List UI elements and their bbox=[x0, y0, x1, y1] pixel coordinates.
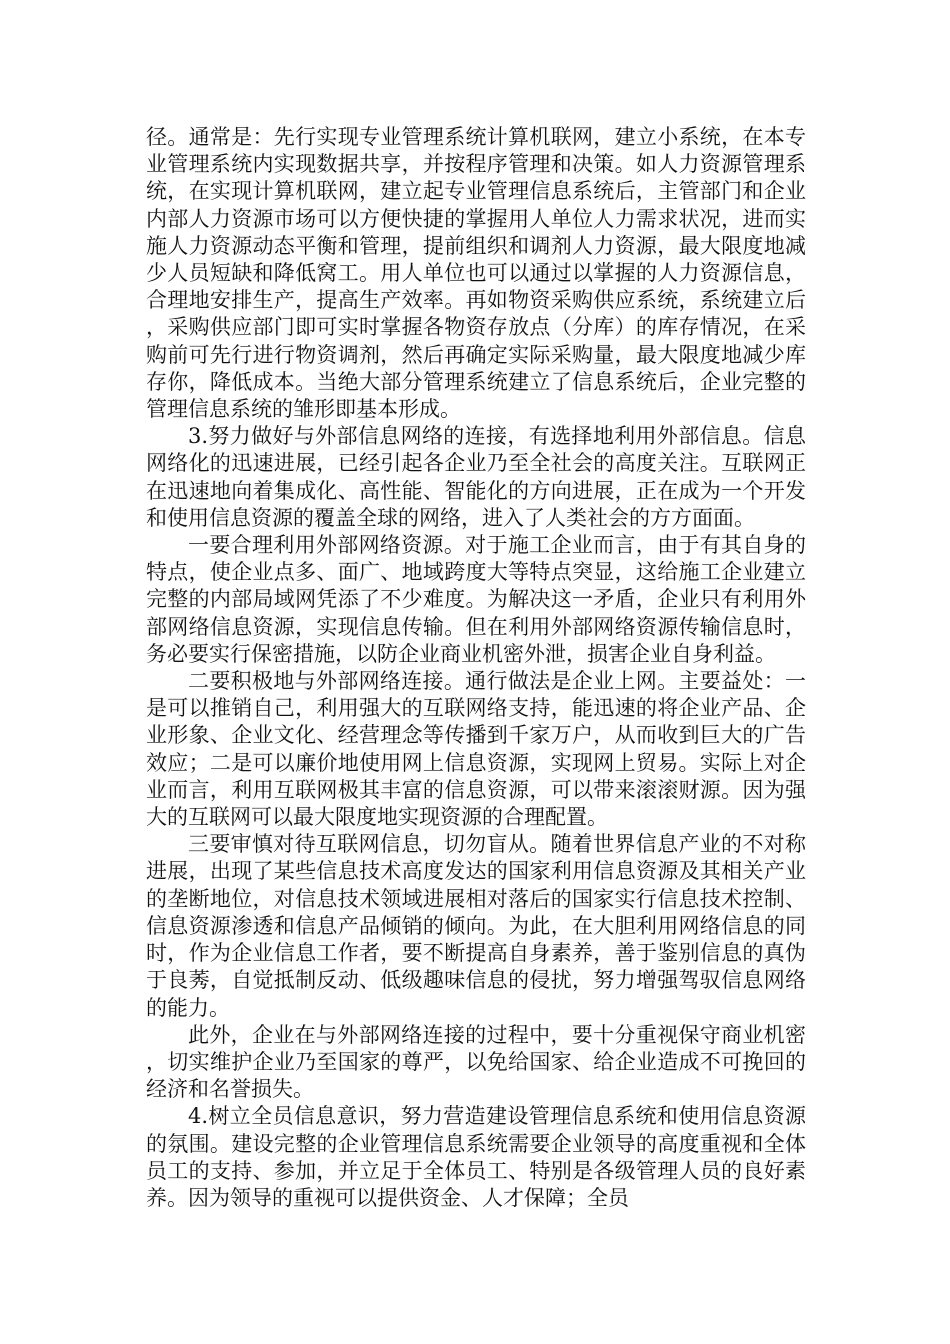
paragraph-point-2: 二要积极地与外部网络连接。通行做法是企业上网。主要益处：一是可以推销自己，利用强大的互联网络支持，能迅速的将企业产品、企业形象、企业文化、经营理念等传播到千家万户，从而收到巨大的广告效应；二是可以廉价地使用网上信息资源，实现网上贸易。实际上对企业而言，利用互联网极其丰富的信息资源，可以带来滚滚财源。因为强大的互联网可以最大限度地实现资源的合理配置。 bbox=[146, 669, 806, 830]
paragraph-section-3: 3.努力做好与外部信息网络的连接，有选择地利用外部信息。信息网络化的迅速进展，已经引起各企业乃至全社会的高度关注。互联网正在迅速地向着集成化、高性能、智能化的方向进展，正在成为一个开发和使用信息资源的覆盖全球的网络，进入了人类社会的方方面面。 bbox=[146, 424, 806, 530]
paragraph-continuation: 径。通常是：先行实现专业管理系统计算机联网，建立小系统，在本专业管理系统内实现数据共享，并按程序管理和决策。如人力资源管理系统，在实现计算机联网，建立起专业管理信息系统后，主管部门和企业内部人力资源市场可以方便快捷的掌握用人单位人力需求状况，进而实施人力资源动态平衡和管理，提前组织和调剂人力资源，最大限度地减少人员短缺和降低窝工。用人单位也可以通过以掌握的人力资源信息，合理地安排生产，提高生产效率。再如物资采购供应系统，系统建立后，采购供应部门即可实时掌握各物资存放点（分库）的库存情况，在采购前可先行进行物资调剂，然后再确定实际采购量，最大限度地减少库存你，降低成本。当绝大部分管理系统建立了信息系统后，企业完整的管理信息系统的雏形即基本形成。 bbox=[146, 125, 806, 422]
document-page bbox=[146, 124, 806, 1212]
paragraph-point-1: 一要合理利用外部网络资源。对于施工企业而言，由于有其自身的特点，使企业点多、面广、地域跨度大等特点突显，这给施工企业建立完整的内部局域网凭添了不少难度。为解决这一矛盾，企业只有利用外部网络信息资源，实现信息传输。但在利用外部网络资源传输信息时，务必要实行保密措施，以防企业商业机密外泄，损害企业自身利益。 bbox=[146, 533, 806, 666]
paragraph-point-3: 三要审慎对待互联网信息，切勿盲从。随着世界信息产业的不对称进展，出现了某些信息技术高度发达的国家利用信息资源及其相关产业的垄断地位，对信息技术领域进展相对落后的国家实行信息技术控制、信息资源渗透和信息产品倾销的倾向。为此，在大胆利用网络信息的同时，作为企业信息工作者，要不断提高自身素养，善于鉴别信息的真伪于良莠，自觉抵制反动、低级趣味信息的侵扰，努力增强驾驭信息网络的能力。 bbox=[146, 832, 806, 1020]
paragraph-section-4: 4.树立全员信息意识，努力营造建设管理信息系统和使用信息资源的氛围。建设完整的企业管理信息系统需要企业领导的高度重视和全体员工的支持、参加，并立足于全体员工、特别是各级管理人员的良好素养。因为领导的重视可以提供资金、人才保障；全员 bbox=[146, 1104, 806, 1210]
paragraph-additionally: 此外，企业在与外部网络连接的过程中，要十分重视保守商业机密，切实维护企业乃至国家的尊严，以免给国家、给企业造成不可挽回的经济和名誉损失。 bbox=[146, 1022, 806, 1102]
